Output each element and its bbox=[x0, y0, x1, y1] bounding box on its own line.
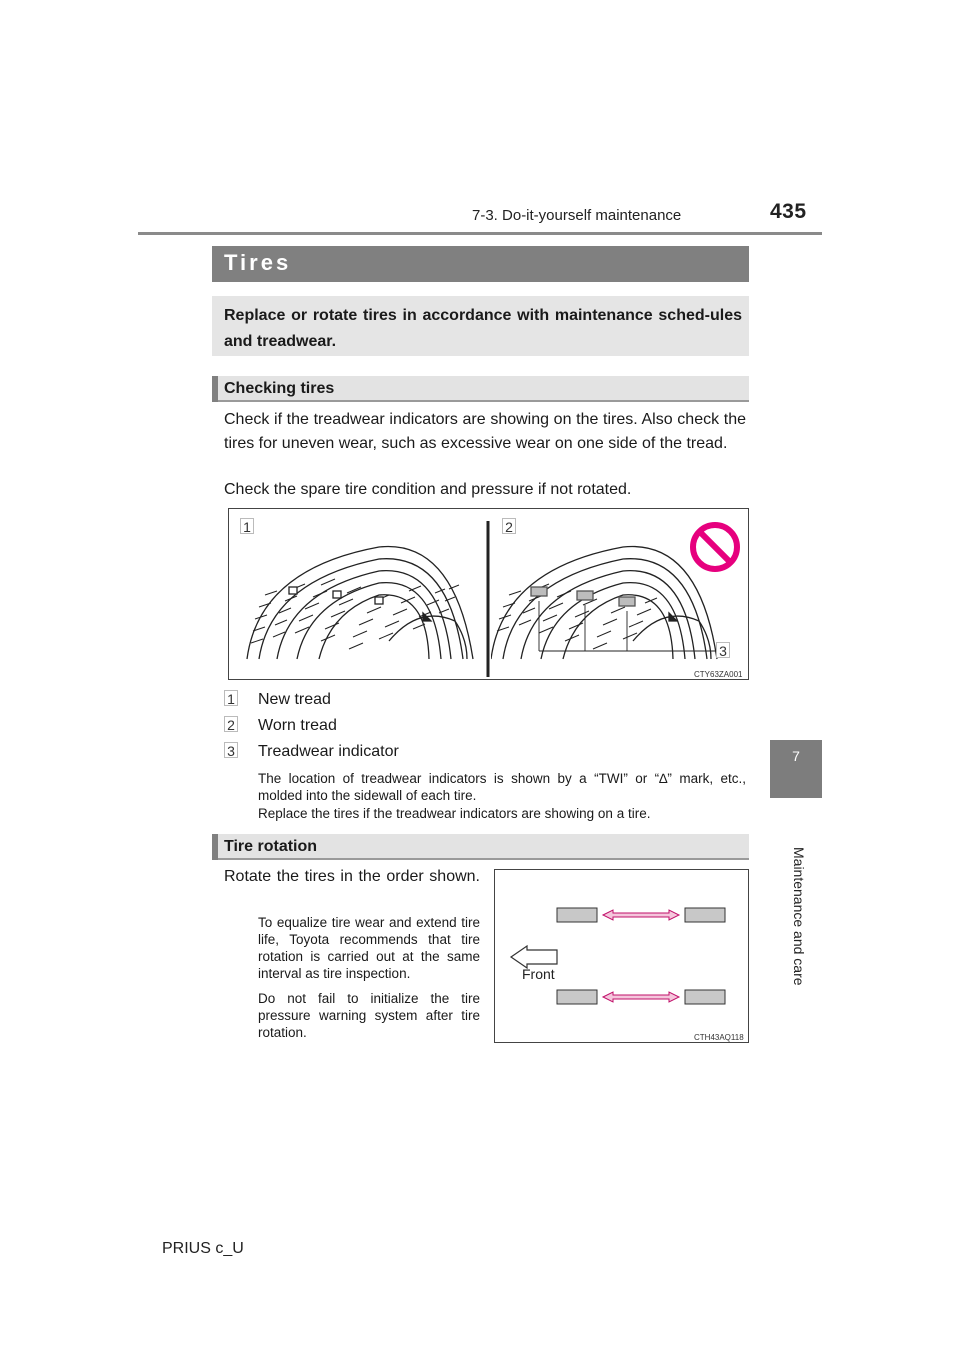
tire-front-left bbox=[557, 908, 597, 922]
swap-arrow-front bbox=[603, 910, 679, 920]
rotation-note-1: To equalize tire wear and extend tire life, Toyota recommends that tire rotation is carried out at the same interval as tire inspection. bbox=[258, 915, 480, 981]
page-title: Tires bbox=[224, 250, 292, 275]
rotation-heading-accent bbox=[212, 834, 218, 860]
callout-2: 2 bbox=[502, 518, 516, 534]
chapter-number: 7 bbox=[792, 748, 800, 764]
prohibition-icon bbox=[693, 525, 737, 569]
worn-tread-drawing bbox=[491, 547, 717, 660]
rotation-figure bbox=[494, 869, 749, 1043]
legend-num-3: 3 bbox=[224, 742, 238, 758]
checking-heading-accent bbox=[212, 376, 218, 402]
footer-model: PRIUS c_U bbox=[162, 1240, 244, 1257]
rotation-diagram bbox=[495, 870, 748, 1042]
checking-heading: Checking tires bbox=[224, 380, 335, 397]
swap-arrow-rear bbox=[603, 992, 679, 1002]
tire-rear-right bbox=[685, 990, 725, 1004]
figure-code-2: CTH43AQ118 bbox=[694, 1033, 744, 1042]
tire-rear-left bbox=[557, 990, 597, 1004]
checking-paragraph-1: Check if the treadwear indicators are showing on the tires. Also check the tires for uneven wear, such as excessive wear on one side of the tread. bbox=[224, 411, 746, 452]
rotation-paragraph-text: Rotate the tires in the order shown. bbox=[224, 868, 480, 885]
callout-3: 3 bbox=[716, 642, 730, 658]
front-label: Front bbox=[522, 966, 555, 982]
treadwear-illustration bbox=[229, 509, 748, 679]
rotation-paragraph bbox=[224, 864, 480, 889]
chapter-title: Maintenance and care bbox=[791, 847, 807, 986]
new-tread-drawing bbox=[247, 547, 473, 660]
page-number: 435 bbox=[770, 200, 807, 223]
callout-1: 1 bbox=[240, 518, 254, 534]
legend-num-2: 2 bbox=[224, 716, 238, 732]
title-bar bbox=[212, 246, 749, 282]
rotation-note-2: Do not fail to initialize the tire pressure warning system after tire rotation. bbox=[258, 991, 480, 1040]
legend-num-1: 1 bbox=[224, 690, 238, 706]
tire-front-right bbox=[685, 908, 725, 922]
intro-text: Replace or rotate tires in accordance with maintenance sched-ules and treadwear. bbox=[224, 307, 742, 350]
treadwear-note-1: The location of treadwear indicators is shown by a “TWI” or “∆” mark, etc., molded into the sidewall of each tire. bbox=[258, 771, 746, 803]
treadwear-note-2: Replace the tires if the treadwear indicators are showing on a tire. bbox=[258, 806, 651, 821]
checking-paragraph-2: Check the spare tire condition and pressure if not rotated. bbox=[224, 481, 632, 498]
legend-new-tread: New tread bbox=[258, 691, 331, 708]
treadwear-figure bbox=[228, 508, 749, 680]
figure-code-1: CTY63ZA001 bbox=[694, 670, 743, 679]
legend-worn-tread: Worn tread bbox=[258, 717, 337, 734]
section-title: 7-3. Do-it-yourself maintenance bbox=[472, 207, 682, 224]
rotation-heading: Tire rotation bbox=[224, 838, 318, 855]
front-arrow-icon bbox=[511, 946, 557, 968]
header-rule bbox=[138, 232, 822, 235]
legend-treadwear-indicator: Treadwear indicator bbox=[258, 743, 399, 760]
